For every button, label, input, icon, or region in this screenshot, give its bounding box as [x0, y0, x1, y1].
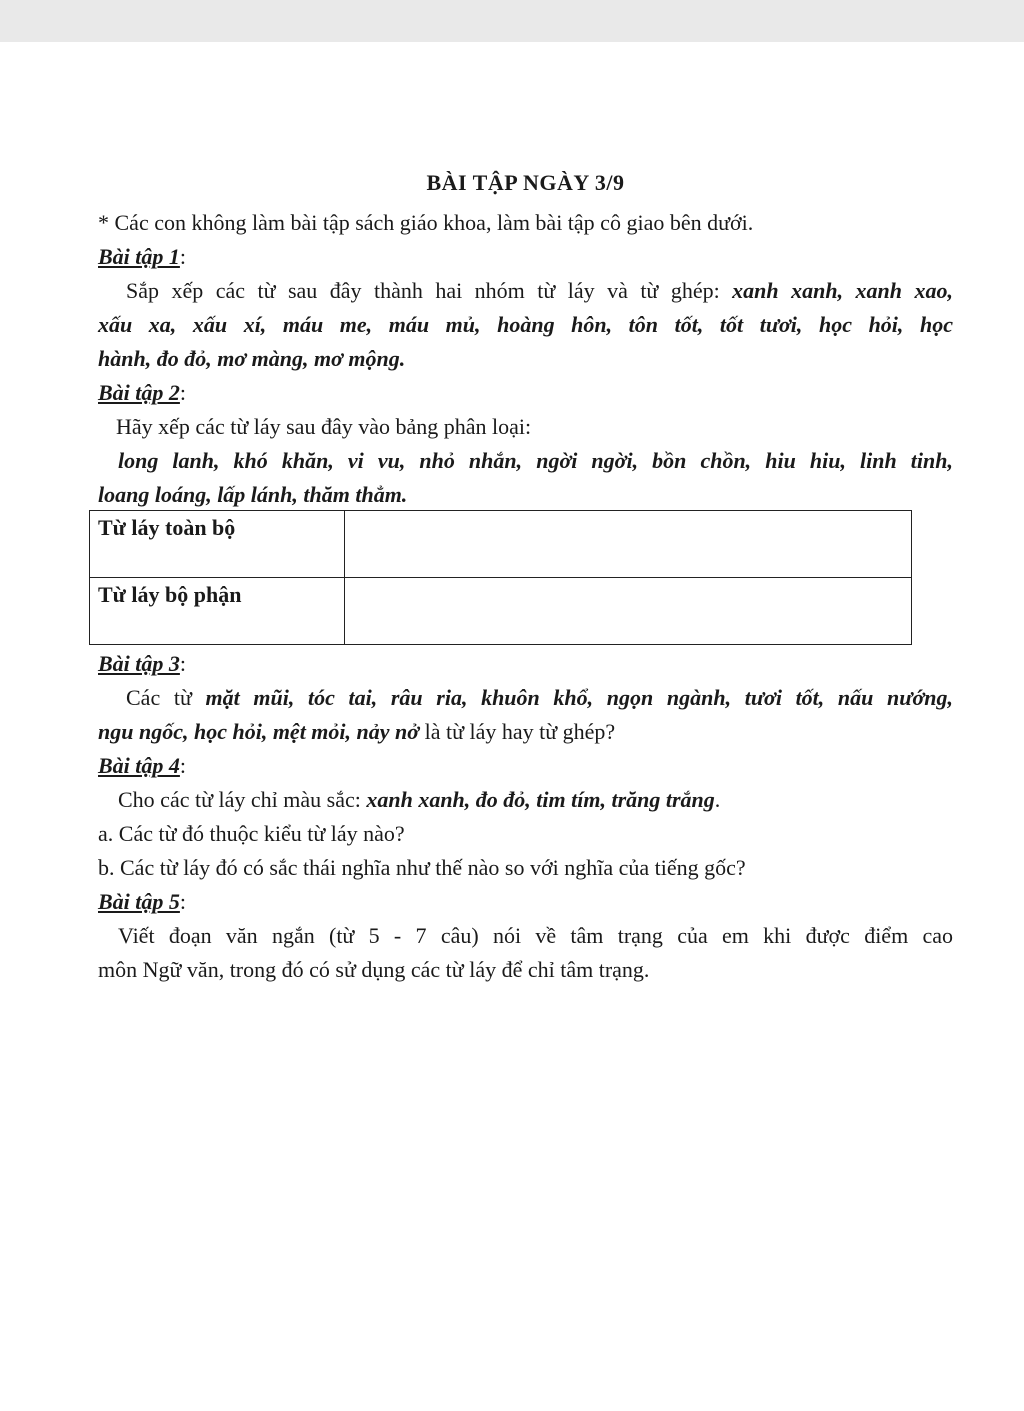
row-answer-cell [345, 511, 912, 578]
exercise-4-question-a: a. Các từ đó thuộc kiểu từ láy nào? [98, 821, 405, 846]
exercise-5-line-1: Viết đoạn văn ngắn (từ 5 - 7 câu) nói về tâm trạng của em khi được điểm cao [118, 923, 953, 948]
row-label-partial-reduplication: Từ láy bộ phận [90, 578, 345, 645]
exercise-4-heading: Bài tập 4 [98, 753, 180, 778]
exercise-3-line-2: ngu ngốc, học hỏi, mệt mỏi, nảy nở là từ láy hay từ ghép? [98, 719, 616, 744]
exercise-3-heading-line: Bài tập 3: [98, 651, 187, 676]
exercise-2-line-1: Hãy xếp các từ láy sau đây vào bảng phân loại: [116, 414, 532, 439]
table-row [90, 578, 912, 645]
exercise-1-line-3: hành, đo đỏ, mơ màng, mơ mộng. [98, 346, 406, 371]
page-title: BÀI TẬP NGÀY 3/9 [426, 170, 625, 195]
exercise-2-line-3: loang loáng, lấp lánh, thăm thẳm. [98, 482, 408, 507]
row-label-full-reduplication: Từ láy toàn bộ [90, 511, 345, 578]
exercise-2-heading: Bài tập 2 [98, 380, 180, 405]
exercise-2-line-2: long lanh, khó khăn, vi vu, nhỏ nhắn, ngời ngời, bồn chồn, hiu hiu, linh tinh, [118, 448, 953, 473]
exercise-5-heading-line: Bài tập 5: [98, 889, 187, 914]
exercise-2-heading-line: Bài tập 2: [98, 380, 187, 405]
row-answer-cell [345, 578, 912, 645]
exercise-1-line-1: Sắp xếp các từ sau đây thành hai nhóm từ láy và từ ghép: xanh xanh, xanh xao, [126, 278, 953, 303]
exercise-4-heading-line: Bài tập 4: [98, 753, 187, 778]
table-row [90, 511, 912, 578]
exercise-1-heading: Bài tập 1 [98, 244, 180, 269]
top-bar [0, 0, 1024, 42]
exercise-5-heading: Bài tập 5 [98, 889, 180, 914]
exercise-3-heading: Bài tập 3 [98, 651, 180, 676]
exercise-1-heading-line: Bài tập 1: [98, 244, 187, 269]
exercise-3-line-1: Các từ mặt mũi, tóc tai, râu ria, khuôn khổ, ngọn ngành, tươi tốt, nấu nướng, [126, 685, 953, 710]
exercise-4-question-b: b. Các từ láy đó có sắc thái nghĩa như thế nào so với nghĩa của tiếng gốc? [98, 855, 746, 880]
exercise-4-line-1: Cho các từ láy chỉ màu sắc: xanh xanh, đo đỏ, tim tím, trăng trắng. [118, 787, 721, 812]
intro-note: * Các con không làm bài tập sách giáo khoa, làm bài tập cô giao bên dưới. [98, 210, 754, 235]
exercise-5-line-2: môn Ngữ văn, trong đó có sử dụng các từ láy để chỉ tâm trạng. [98, 957, 650, 982]
classification-table [89, 510, 912, 645]
exercise-1-line-2: xấu xa, xấu xí, máu me, máu mủ, hoàng hôn, tôn tốt, tốt tươi, học hỏi, học [98, 312, 953, 337]
